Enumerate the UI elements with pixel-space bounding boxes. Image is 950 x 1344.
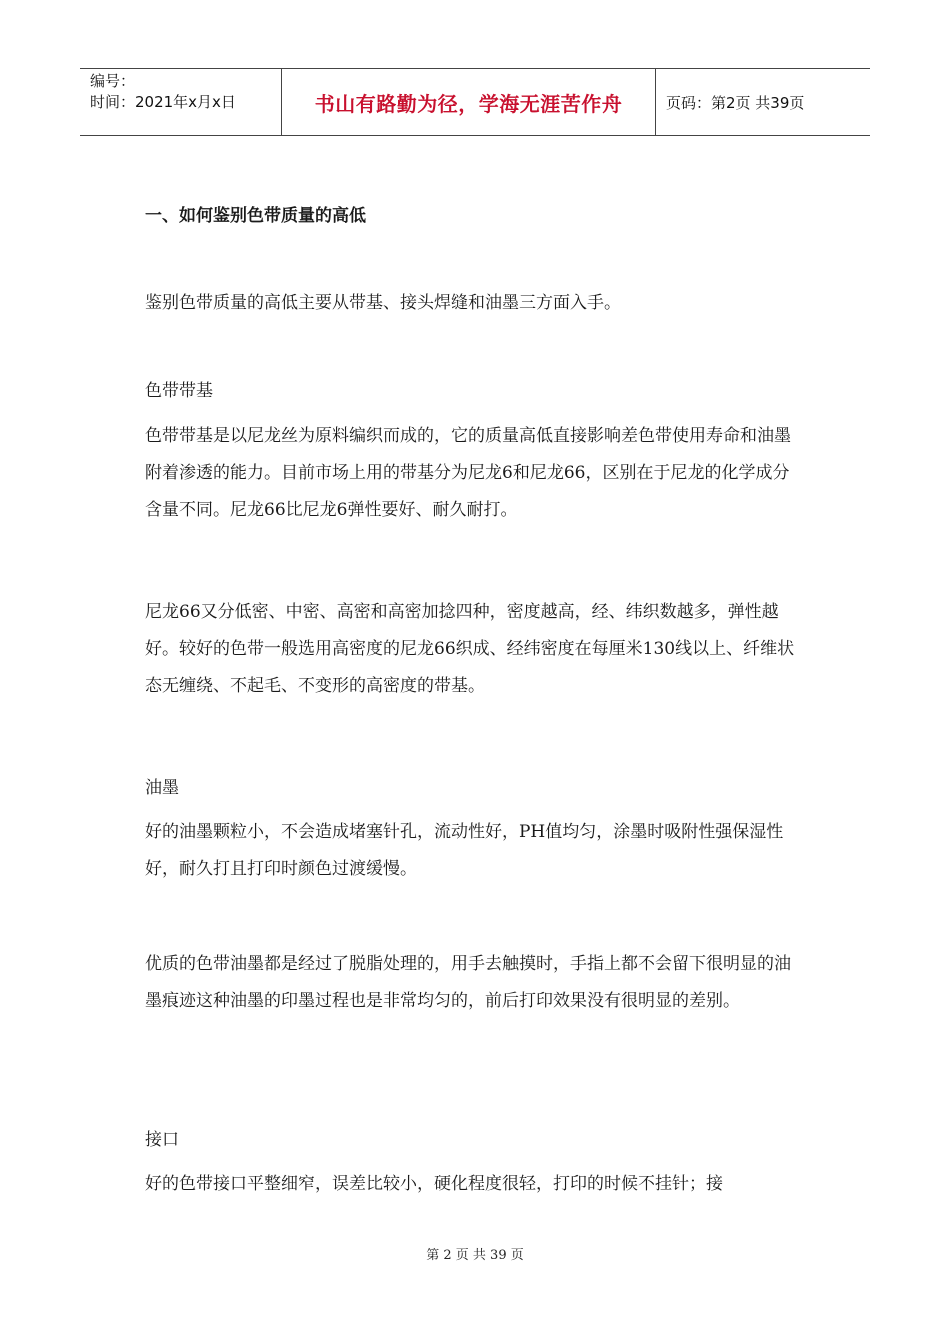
section-heading: 一、如何鉴别色带质量的高低 — [145, 206, 366, 226]
number-label: 编号： — [90, 72, 136, 90]
page-header — [80, 68, 870, 136]
paragraph-ribbon-base-1: 色带带基是以尼龙丝为原料编织而成的，它的质量高低直接影响差色带使用寿命和油墨附着渗透的能力。目前市场上用的带基分为尼龙6和尼龙66，区别在于尼龙的化学成分含量不同。尼龙66比尼龙6弹性要好、耐久耐打。 — [145, 426, 791, 520]
date-label: 时间：2021年x月x日 — [90, 93, 236, 111]
paragraph-ink-2: 优质的色带油墨都是经过了脱脂处理的，用手去触摸时，手指上都不会留下很明显的油墨痕迹这种油墨的印墨过程也是非常均匀的，前后打印效果没有很明显的差别。 — [145, 954, 791, 1011]
section-title-ribbon-base: 色带带基 — [145, 381, 213, 401]
page-footer: 第 2 页 共 39 页 — [426, 1248, 524, 1263]
header-page-info: 页码：第2页 共39页 — [666, 93, 805, 112]
section-title-joint: 接口 — [145, 1130, 179, 1150]
intro-paragraph: 鉴别色带质量的高低主要从带基、接头焊缝和油墨三方面入手。 — [145, 293, 621, 313]
header-meta — [80, 69, 281, 135]
header-motto: 书山有路勤为径，学海无涯苦作舟 — [281, 69, 656, 135]
paragraph-ribbon-base-2: 尼龙66又分低密、中密、高密和高密加捻四种，密度越高，经、纬织数越多，弹性越好。较好的色带一般选用高密度的尼龙66织成、经纬密度在每厘米130线以上、纤维状态无缠绕、不起毛、不变形的高密度的带基。 — [145, 602, 795, 696]
section-title-ink: 油墨 — [145, 778, 179, 798]
paragraph-joint-1: 好的色带接口平整细窄，误差比较小，硬化程度很轻，打印的时候不挂针；接 — [145, 1174, 723, 1194]
paragraph-ink-1: 好的油墨颗粒小，不会造成堵塞针孔，流动性好，PH值均匀，涂墨时吸附性强保湿性好，耐久打且打印时颜色过渡缓慢。 — [145, 822, 784, 879]
